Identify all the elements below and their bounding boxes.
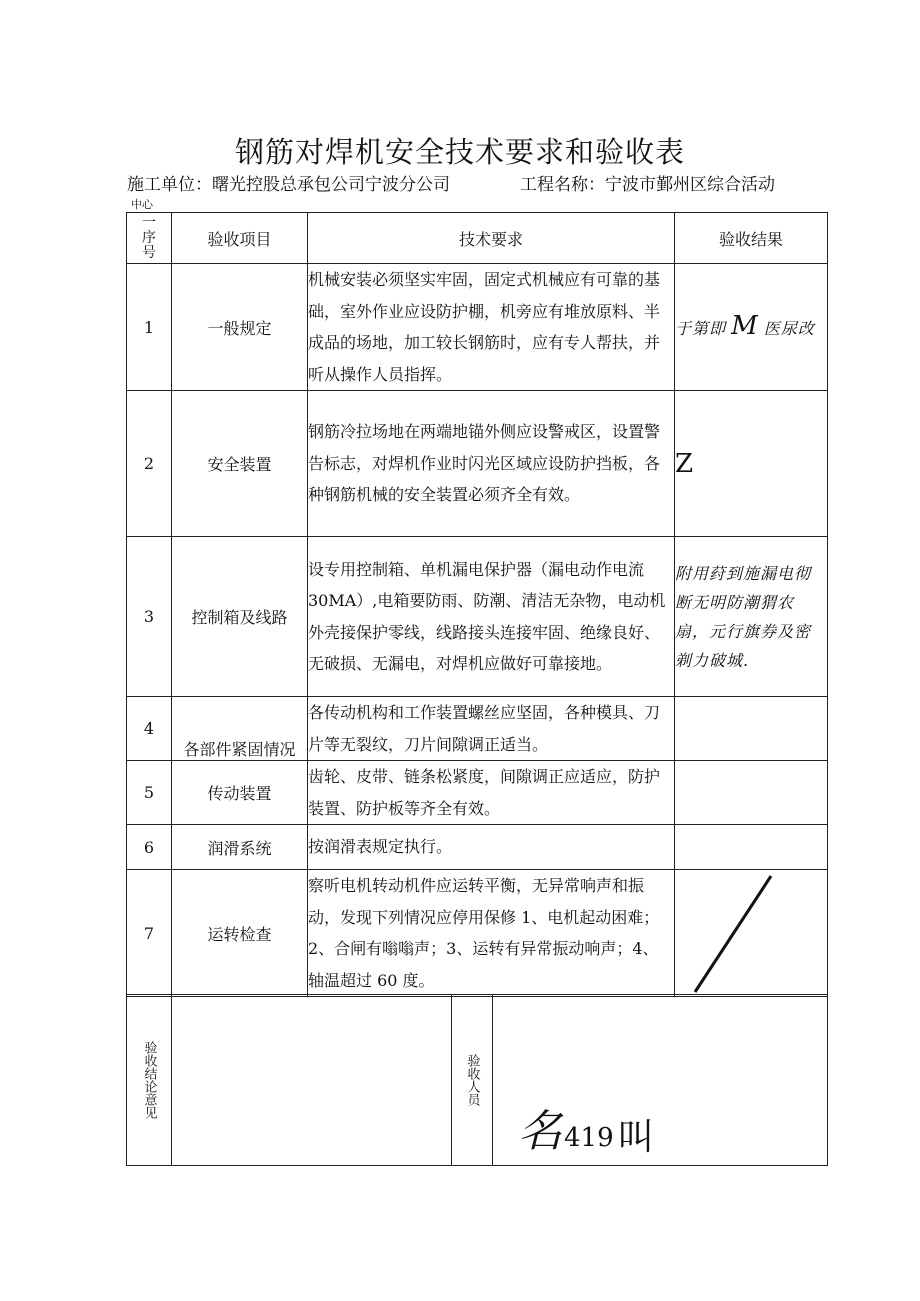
row-requirement: 按润滑表规定执行。 <box>308 825 675 870</box>
inspection-table <box>126 212 828 997</box>
row-num: 7 <box>127 870 172 997</box>
row-requirement: 各传动机构和工作装置螺丝应坚固，各种模具、刀片等无裂纹，刀片间隙调正适当。 <box>308 697 675 761</box>
handwritten-letter: M <box>731 310 759 341</box>
conclusion-table <box>126 994 828 1166</box>
table-row <box>127 697 828 761</box>
table-header-row <box>127 213 828 264</box>
row-num: 1 <box>127 264 172 391</box>
table-row <box>127 537 828 697</box>
header-num-b: 号 <box>142 244 156 261</box>
conclusion-field[interactable] <box>172 995 452 1166</box>
construction-unit: 施工单位：曙光控股总承包公司宁波分公司 <box>127 175 450 195</box>
header-item: 验收项目 <box>172 213 308 264</box>
handwritten-note-tail: 医尿改 <box>763 318 815 338</box>
row-result <box>675 761 828 825</box>
row-item: 传动装置 <box>172 761 308 825</box>
header-result: 验收结果 <box>675 213 828 264</box>
header-num-mark: 一 <box>142 214 156 231</box>
signature-char-b: 叫 <box>618 1117 655 1158</box>
strike-slash <box>675 870 825 995</box>
table-row <box>127 761 828 825</box>
row-item: 运转检查 <box>172 870 308 997</box>
project-name: 工程名称：宁波市鄞州区综合活动 <box>520 175 775 195</box>
row-result <box>675 697 828 761</box>
row-result <box>675 825 828 870</box>
row-item: 安全装置 <box>172 391 308 537</box>
handwritten-note: 于第即 <box>675 318 727 338</box>
row-item: 一般规定 <box>172 264 308 391</box>
row-num: 6 <box>127 825 172 870</box>
row-num: 3 <box>127 537 172 697</box>
row-num: 5 <box>127 761 172 825</box>
row-requirement: 机械安装必须坚实牢固，固定式机械应有可靠的基础，室外作业应设防护棚，机旁应有堆放原料、半成品的场地，加工较长钢筋时，应有专人帮扶，并听从操作人员指挥。 <box>308 264 675 391</box>
project-name-continued: 中心 <box>131 198 153 211</box>
conclusion-label: 验收结论意见 <box>141 1041 157 1119</box>
header-requirement: 技术要求 <box>308 213 675 264</box>
row-num: 4 <box>127 697 172 761</box>
row-result <box>675 391 828 537</box>
row-item: 各部件紧固情况 <box>172 697 308 761</box>
row-requirement: 齿轮、皮带、链条松紧度，间隙调正应适应，防护装置、防护板等齐全有效。 <box>308 761 675 825</box>
table-row <box>127 391 828 537</box>
row-result <box>675 870 828 997</box>
signature-char-a: 名 <box>518 1106 562 1157</box>
table-row <box>127 825 828 870</box>
inspector-label-cell <box>452 995 493 1166</box>
handwritten-note: 附用荮到施漏电彻断无明防潮猬农扇，元行旗券及密剃力破城. <box>675 563 812 670</box>
conclusion-label-cell <box>127 995 172 1166</box>
row-requirement: 钢筋冷拉场地在两端地锚外侧应设警戒区，设置警告标志，对焊机作业时闪光区域应设防护挡板，各种钢筋机械的安全装置必须齐全有效。 <box>308 391 675 537</box>
row-result <box>675 264 828 391</box>
header-num <box>127 213 172 264</box>
page-title: 钢筋对焊机安全技术要求和验收表 <box>234 135 685 169</box>
handwritten-mark: Z <box>675 448 695 479</box>
row-item: 控制箱及线路 <box>172 537 308 697</box>
header-num-a: 序 <box>142 229 156 246</box>
row-num: 2 <box>127 391 172 537</box>
row-result <box>675 537 828 697</box>
inspector-label: 验收人员 <box>464 1054 480 1106</box>
signature-number: 419 <box>564 1123 614 1153</box>
row-requirement: 察听电机转动机件应运转平衡，无异常响声和振动，发现下列情况应停用保修 1、电机起动困难；2、合闸有嗡嗡声；3、运转有异常振动响声；4、轴温超过 60 度。 <box>308 870 675 997</box>
row-requirement: 设专用控制箱、单机漏电保护器（漏电动作电流30MA）,电箱要防雨、防潮、清洁无杂物，电动机外壳接保护零线，线路接头连接牢固、绝缘良好、无破损、无漏电，对焊机应做好可靠接地。 <box>308 537 675 697</box>
table-row <box>127 264 828 391</box>
table-row <box>127 870 828 997</box>
row-item: 润滑系统 <box>172 825 308 870</box>
